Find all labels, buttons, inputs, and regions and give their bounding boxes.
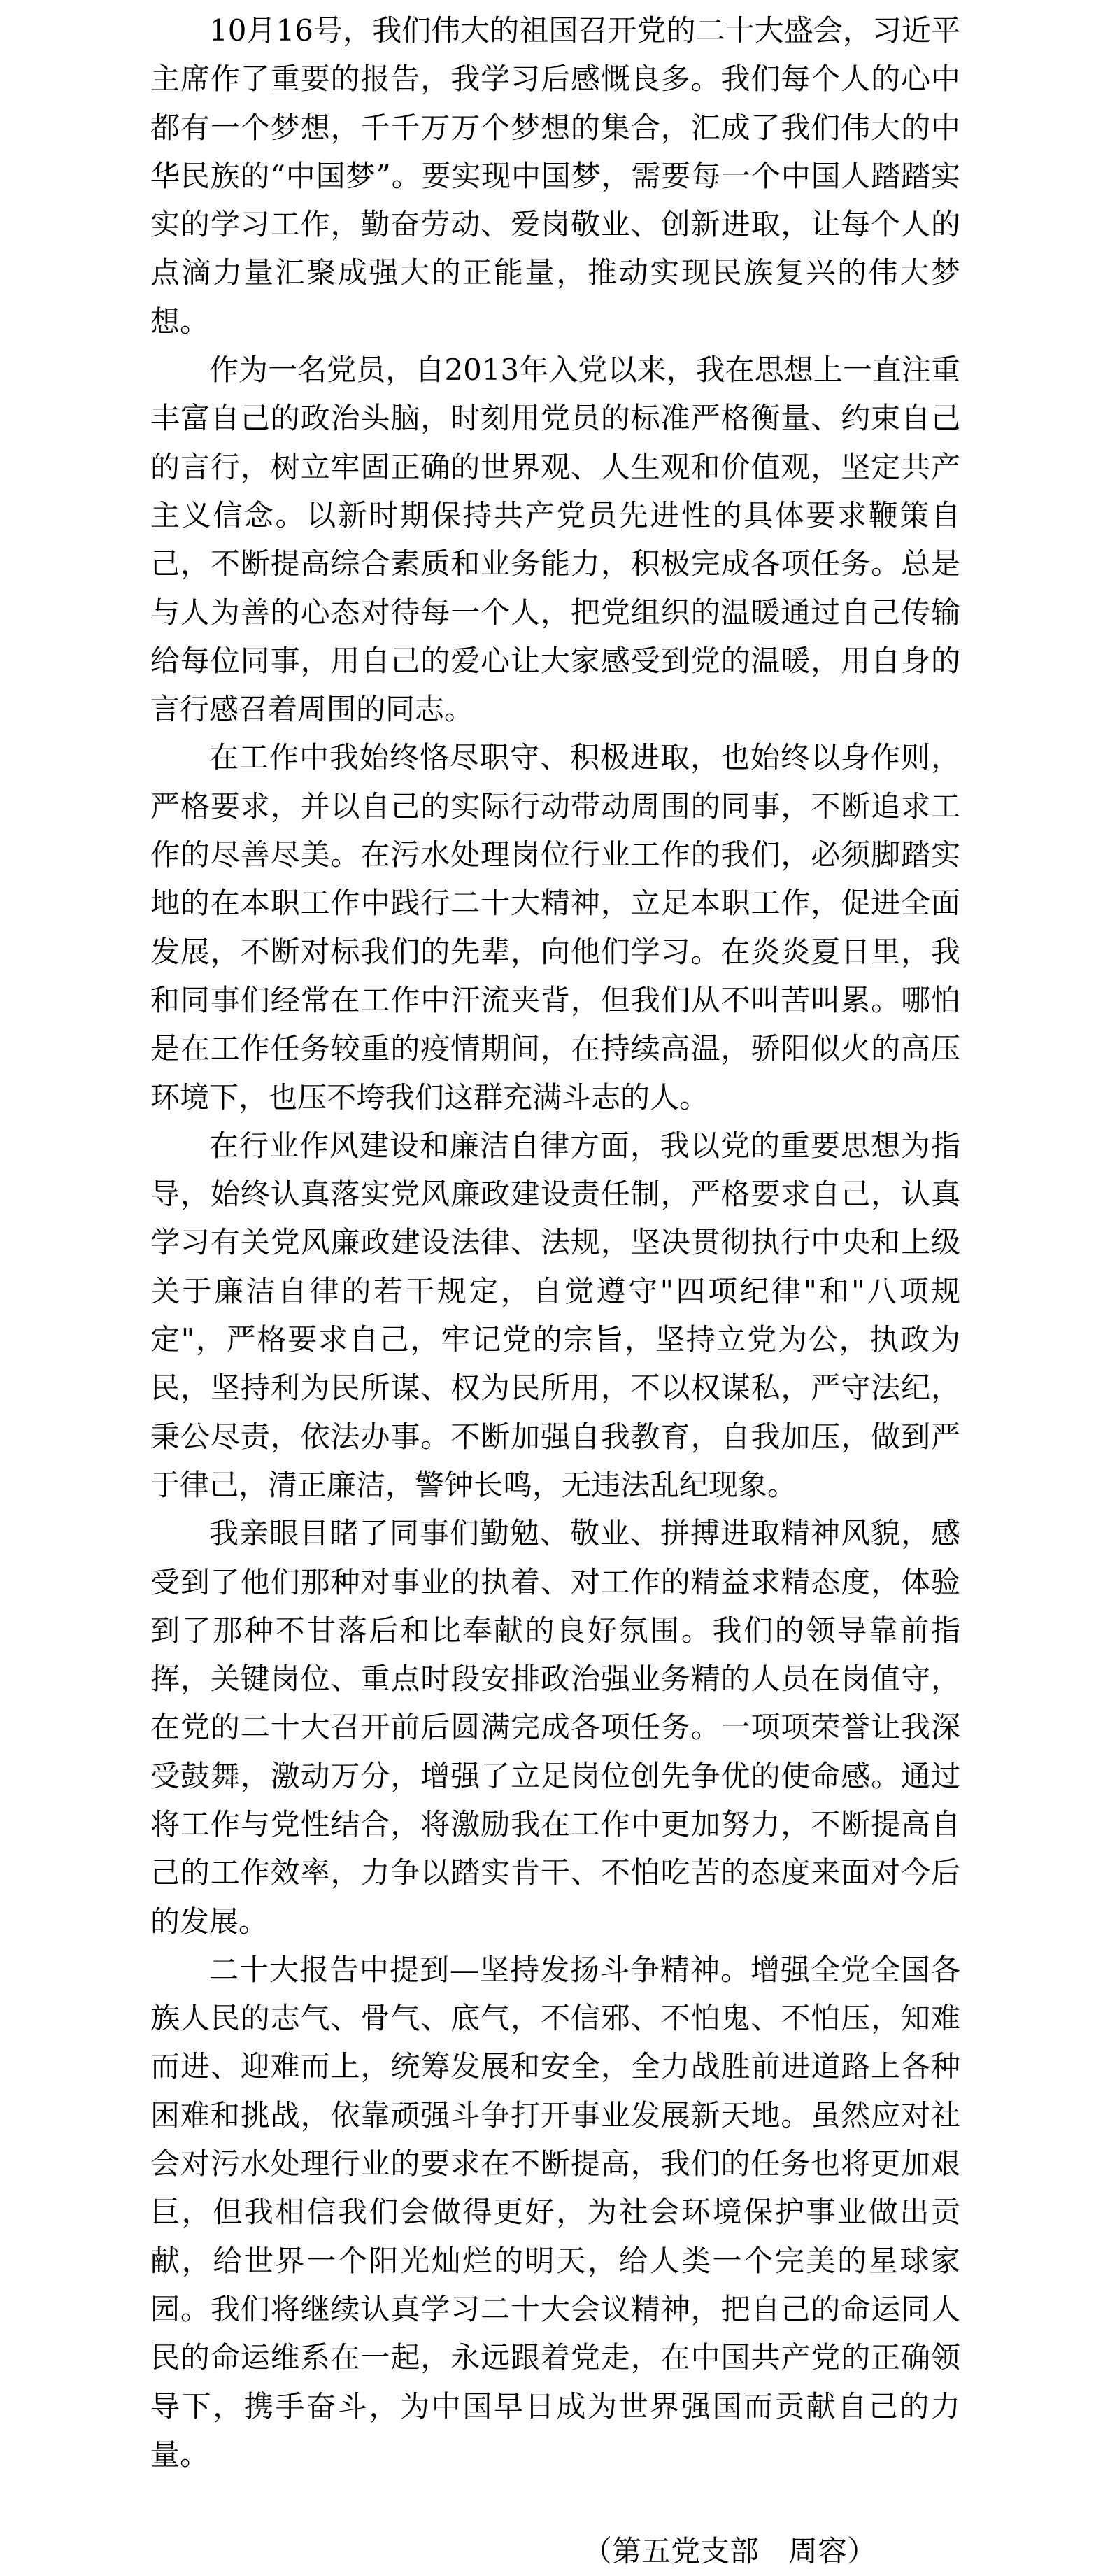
paragraph-6: 二十大报告中提到—坚持发扬斗争精神。增强全党全国各族人民的志气、骨气、底气，不信邪、不怕鬼、不怕压，知难而进、迎难而上，统筹发展和安全，全力战胜前进道路上各种困难和挑战，依靠顽强斗争打开事业发展新天地。虽然应对社会对污水处理行业的要求在不断提高，我们的任务也将更加艰巨，但我相信我们会做得更好，为社会环境保护事业做出贡献，给世界一个阳光灿烂的明天，给人类一个完美的星球家园。我们将继续认真学习二十大会议精神，把自己的命运同人民的命运维系在一起，永远跟着党走，在中国共产党的正确领导下，携手奋斗，为中国早日成为世界强国而贡献自己的力量。 [150, 1952, 960, 2472]
paragraph-1: 10月16号，我们伟大的祖国召开党的二十大盛会，习近平主席作了重要的报告，我学习后感慨良多。我们每个人的心中都有一个梦想，千千万万个梦想的集合，汇成了我们伟大的中华民族的“中国梦”。要实现中国梦，需要每一个中国人踏踏实实的学习工作，勤奋劳动、爱岗敬业、创新进取，让每个人的点滴力量汇聚成强大的正能量，推动实现民族复兴的伟大梦想。 [150, 13, 960, 339]
paragraph-2: 作为一名党员，自2013年入党以来，我在思想上一直注重丰富自己的政治头脑，时刻用党员的标准严格衡量、约束自己的言行，树立牢固正确的世界观、人生观和价值观，坚定共产主义信念。以新时期保持共产党员先进性的具体要求鞭策自己，不断提高综合素质和业务能力，积极完成各项任务。总是与人为善的心态对待每一个人，把党组织的温暖通过自己传输给每位同事，用自己的爱心让大家感受到党的温暖，用自身的言行感召着周围的同志。 [150, 353, 960, 727]
signature-line: （第五党支部 周容） [582, 2534, 876, 2569]
paragraph-3: 在工作中我始终恪尽职守、积极进取，也始终以身作则，严格要求，并以自己的实际行动带动周围的同事，不断追求工作的尽善尽美。在污水处理岗位行业工作的我们，必须脚踏实地的在本职工作中践行二十大精神，立足本职工作，促进全面发展，不断对标我们的先辈，向他们学习。在炎炎夏日里，我和同事们经常在工作中汗流夹背，但我们从不叫苦叫累。哪怕是在工作任务较重的疫情期间，在持续高温，骄阳似火的高压环境下，也压不垮我们这群充满斗志的人。 [150, 740, 960, 1114]
paragraph-4: 在行业作风建设和廉洁自律方面，我以党的重要思想为指导，始终认真落实党风廉政建设责任制，严格要求自己，认真学习有关党风廉政建设法律、法规，坚决贯彻执行中央和上级关于廉洁自律的若干规定，自觉遵守"四项纪律"和"八项规定"，严格要求自己，牢记党的宗旨，坚持立党为公，执政为民，坚持利为民所谋、权为民所用，不以权谋私，严守法纪，秉公尽责，依法办事。不断加强自我教育，自我加压，做到严于律己，清正廉洁，警钟长鸣，无违法乱纪现象。 [150, 1128, 960, 1502]
paragraph-5: 我亲眼目睹了同事们勤勉、敬业、拼搏进取精神风貌，感受到了他们那种对事业的执着、对工作的精益求精态度，体验到了那种不甘落后和比奉献的良好氛围。我们的领导靠前指挥，关键岗位、重点时段安排政治强业务精的人员在岗值守，在党的二十大召开前后圆满完成各项任务。一项项荣誉让我深受鼓舞，激动万分，增强了立足岗位创先争优的使命感。通过将工作与党性结合，将激励我在工作中更加努力，不断提高自己的工作效率，力争以踏实肯干、不怕吃苦的态度来面对今后的发展。 [150, 1516, 960, 1939]
